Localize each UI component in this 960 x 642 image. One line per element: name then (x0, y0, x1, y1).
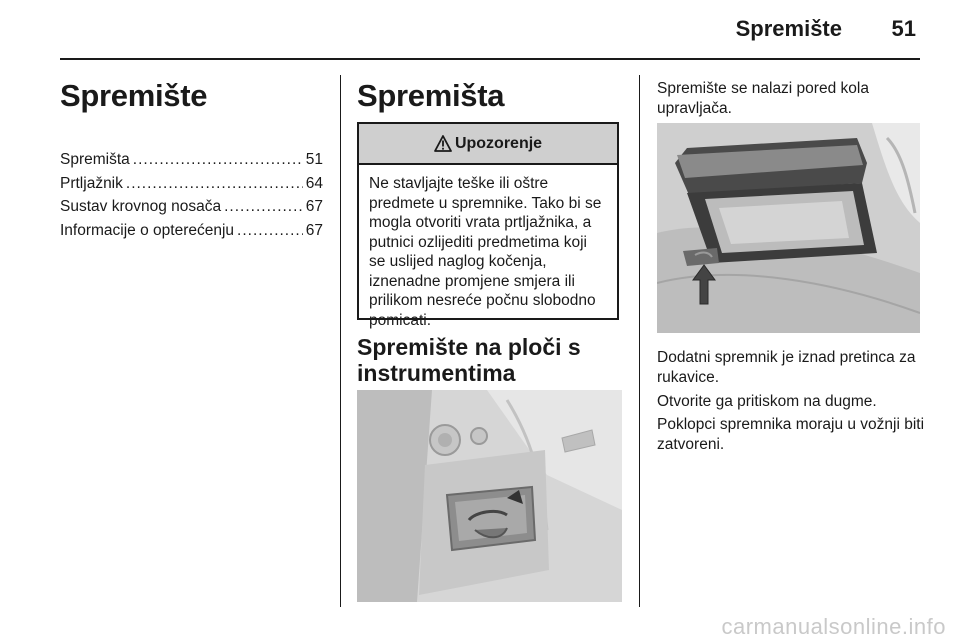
column-divider-left (340, 75, 341, 607)
running-header-title: Spremište (735, 16, 842, 41)
toc-item-page: 67 (305, 198, 323, 215)
column-divider-right (639, 75, 640, 607)
section-heading: Spremišta (357, 78, 505, 113)
warning-triangle-icon (434, 135, 452, 152)
warning-text: Ne stavljajte teške ili oštre predmete u spremnike. Tako bi se mogla otvoriti vrata prtljažnika, a putnici ozlijediti predmetima koji se uslijed naglog kočenja, iznenadne promjene smjera ili prilikom nesreće počnu slobodno pomicati. (369, 175, 602, 329)
toc-leader-dots (224, 198, 303, 216)
toc-leader-dots (133, 151, 303, 169)
toc-item-page: 67 (305, 221, 323, 239)
watermark: carmanualsonline.info (721, 614, 946, 639)
header-rule (60, 58, 920, 60)
toc-item-label: Spremišta (60, 151, 130, 168)
warning-title: Upozorenje (454, 134, 543, 152)
subsection-heading: Spremište na ploči s instrumentima (357, 334, 581, 386)
table-of-contents (60, 151, 323, 245)
toc-item-page: 64 (305, 174, 323, 192)
overhead-storage-illustration (657, 123, 920, 333)
paragraph-keep-closed: Poklopci spremnika moraju u vožnji biti zatvoreni. (657, 416, 925, 453)
paragraph-open-button: Otvorite ga pritiskom na dugme. (657, 393, 877, 410)
chapter-heading: Spremište (60, 78, 208, 113)
toc-item-label: Prtljažnik (60, 174, 123, 192)
paragraph-additional-compartment: Dodatni spremnik je iznad pretinca za rukavice. (657, 349, 916, 386)
page-number: 51 (891, 16, 916, 41)
toc-leader-dots (126, 175, 303, 193)
toc-item-label: Informacije o opterećenju (60, 221, 235, 239)
toc-item[interactable] (60, 222, 323, 246)
warning-box (357, 122, 619, 329)
toc-item-label: Sustav krovnog nosača (60, 198, 222, 215)
toc-item[interactable] (60, 175, 323, 199)
toc-item[interactable] (60, 198, 323, 222)
dashboard-storage-illustration (357, 390, 622, 602)
toc-item-page: 51 (305, 151, 323, 168)
toc-leader-dots (237, 222, 303, 240)
toc-item[interactable] (60, 151, 323, 175)
intro-paragraph: Spremište se nalazi pored kola upravljača. (657, 80, 869, 117)
warning-header (359, 124, 617, 165)
